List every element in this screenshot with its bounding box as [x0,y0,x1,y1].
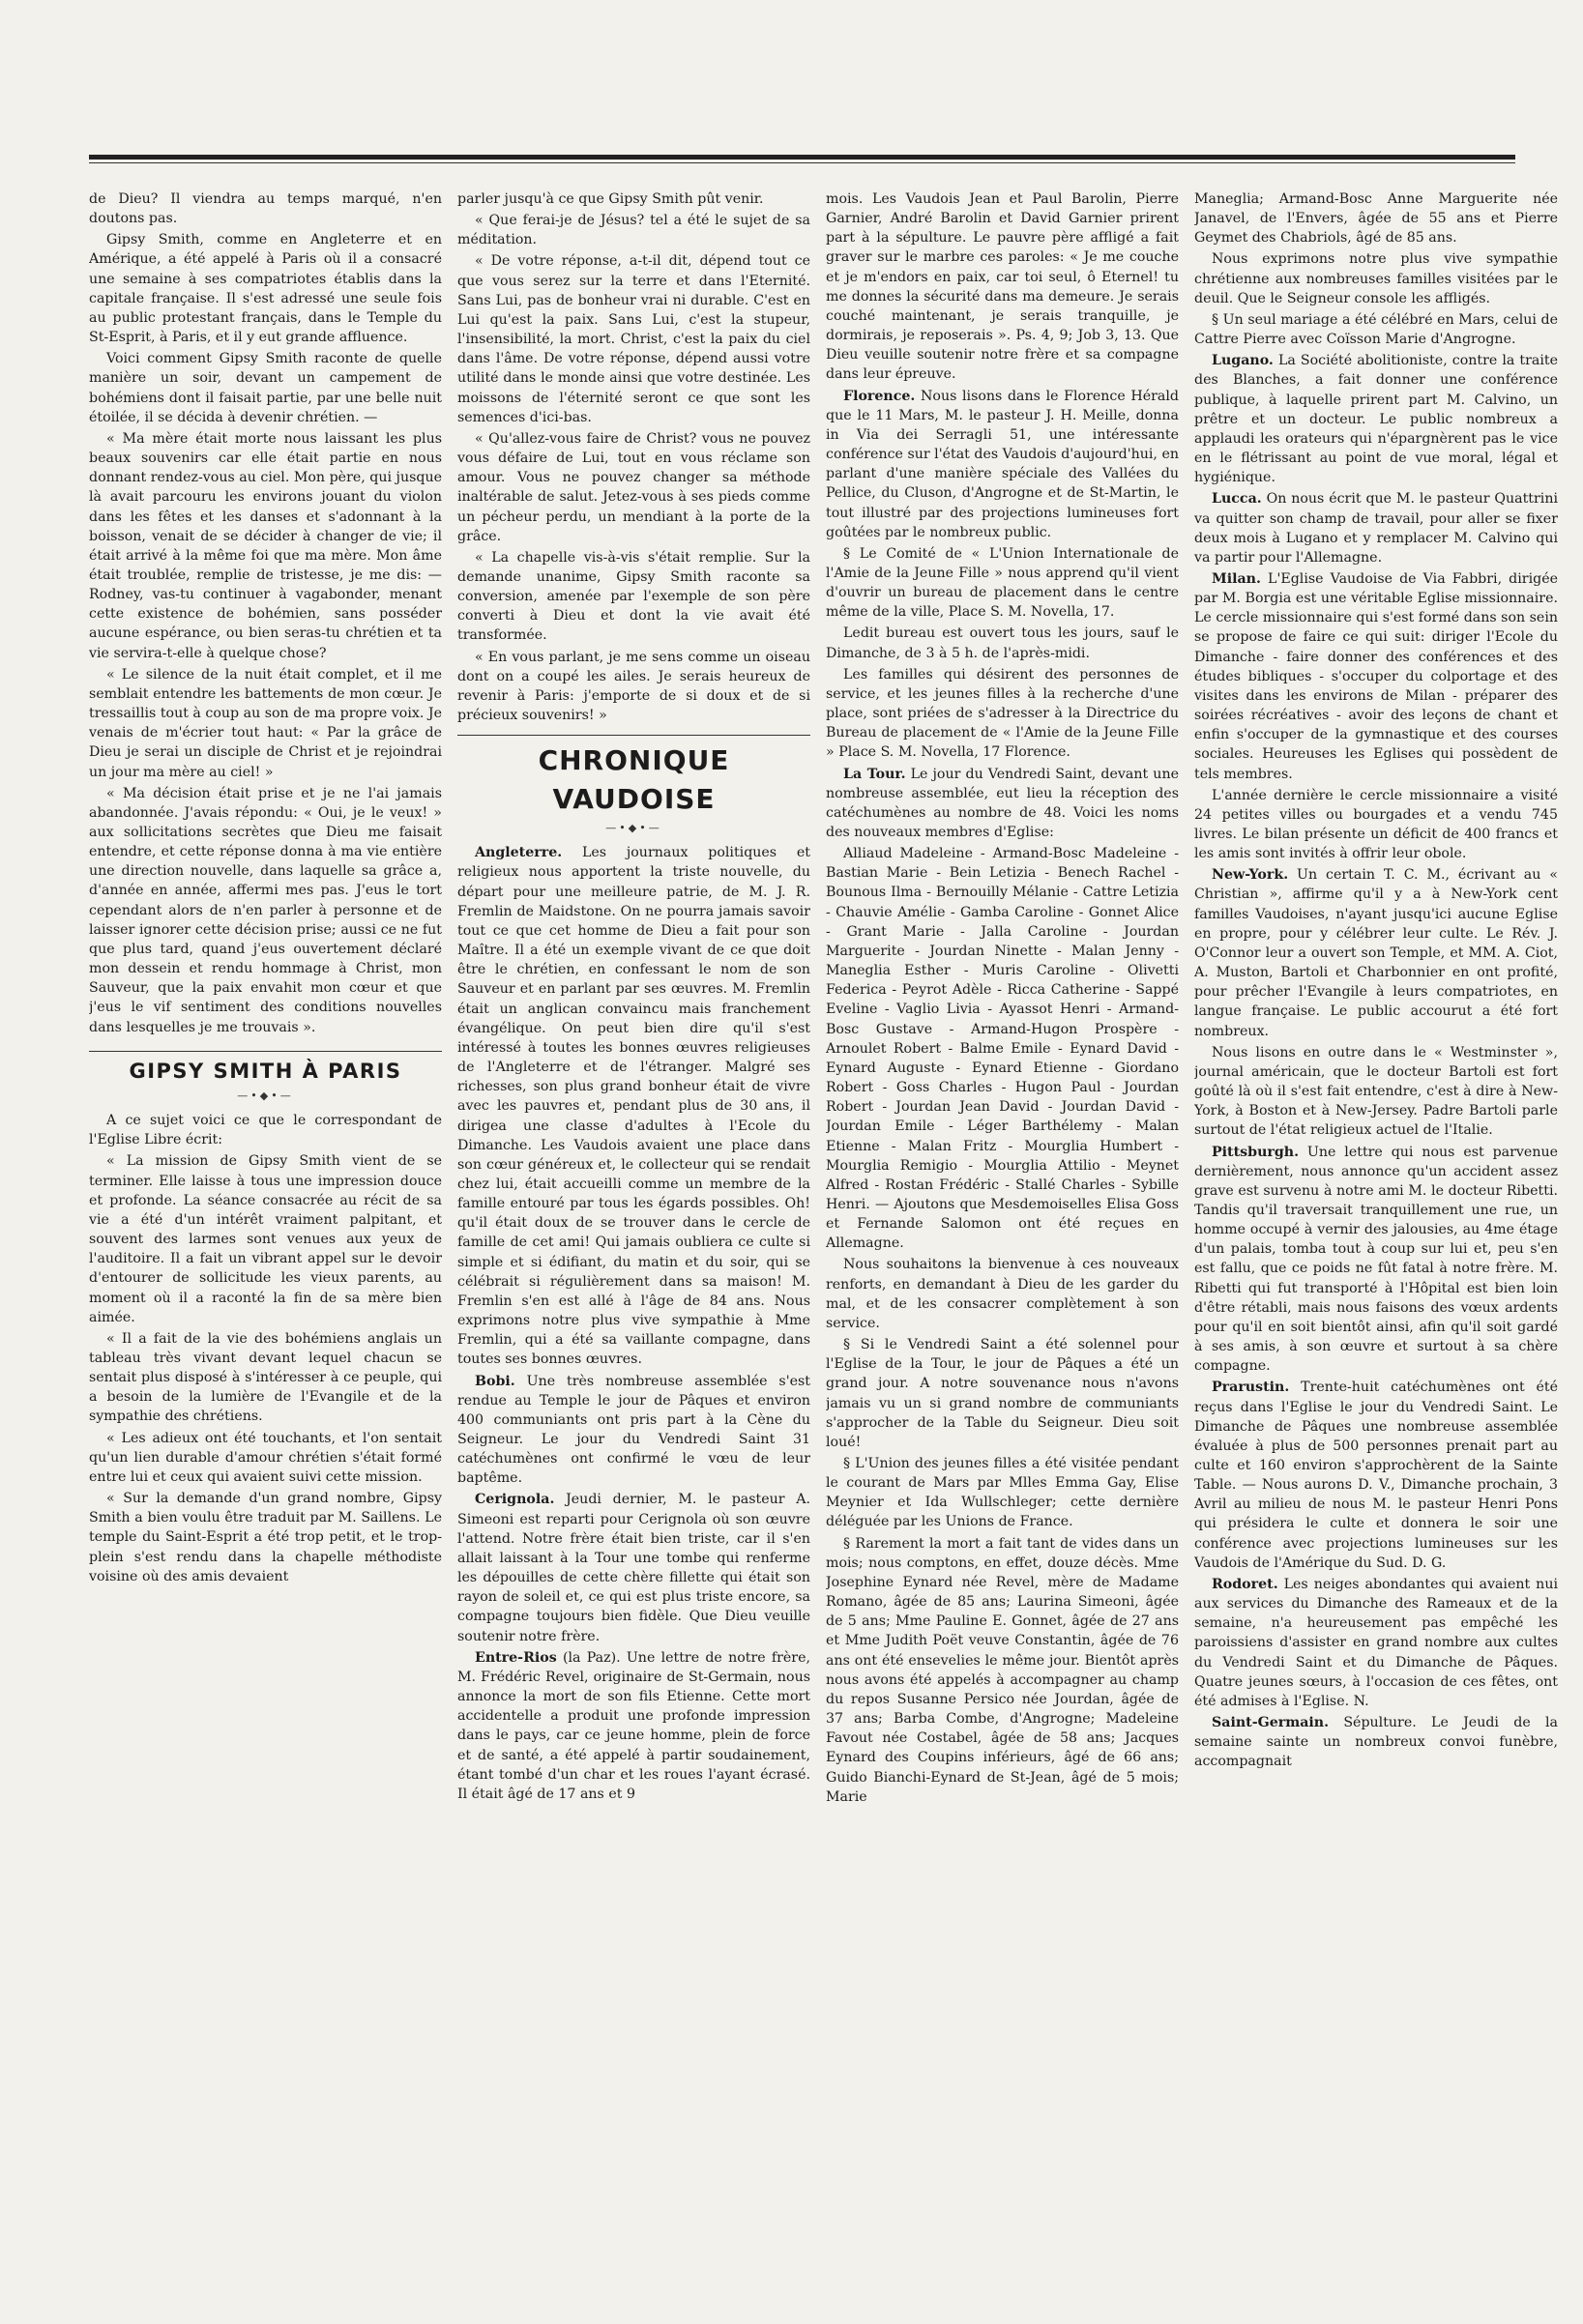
paragraph-text: A ce sujet voici ce que le correspondant de l'Eglise Libre écrit: [89,1113,442,1148]
article-paragraph [89,665,442,782]
article-paragraph [1194,865,1558,1040]
article-paragraph [457,211,810,249]
place-name: Rodoret. [1212,1576,1278,1592]
paragraph-text: Un certain T. C. M., écrivant au « Christian », affirme qu'il y a à New-York cent familles Vaudoises, n'ayant jusqu'ici aucune Eglise en propre, pour y célébrer leur culte. Le Rév. J. O'Connor leur a ouvert son Temple, et MM. A. Ciot, A. Muston, Bartoli et Charbonnier en ont profité, pour prêcher l'Evangile à leurs compatriotes, en langue française. Le public accourut a été fort nombreux. [1194,867,1558,1039]
article-paragraph [826,189,1179,385]
article-paragraph [89,1329,442,1427]
paragraph-text: Les neiges abondantes qui avaient nui aux services du Dimanche des Rameaux et de la semaine, n'a heureusement pas empêché les paroissiens d'assister en grand nombre aux cultes du Vendredi Saint et du Dimanche de Pâques. Quatre jeunes sœurs, à l'occasion de ces fêtes, ont été admises à l'Eglise. N. [1194,1576,1558,1709]
article-paragraph [1194,1143,1558,1377]
place-name: New-York. [1212,867,1289,884]
article-paragraph [457,189,810,209]
article-paragraph [89,1111,442,1149]
paragraph-text: On nous écrit que M. le pasteur Quattrini va quitter son champ de travail, pour aller se fixer deux mois à Lugano et y remplacer M. Calvino qui va partir pour l'Allemagne. [1194,491,1558,566]
paragraph-text: L'Eglise Vaudoise de Via Fabbri, dirigée par M. Borgia est une véritable Eglise missionnaire. Le cercle missionnaire qui s'est formé dans son sein se propose de faire ce qui suit: diriger l'Ecole du Dimanche - faire donner des conférences et des études bibliques - s'occuper du colportage et des visites dans les environs de Milan - préparer des soirées récréatives - avoir des leçons de chant et enfin s'occuper de la gymnastique et des courses sociales. Heureuses les Eglises qui possèdent de tels membres. [1194,570,1558,782]
article-paragraph [1194,1043,1558,1141]
place-name: Saint-Germain. [1212,1715,1330,1731]
article-paragraph [826,665,1179,763]
paragraph-text: Une très nombreuse assemblée s'est rendue au Temple le jour de Pâques et environ 400 communiants ont pris part à la Cène du Seigneur. Le jour du Vendredi Saint 31 catéchumènes ont confirmé le vœu de leur baptême. [457,1373,810,1487]
paragraph-text: Nous exprimons notre plus vive sympathie chrétienne aux nombreuses familles visitées par le deuil. Que le Seigneur console les affligés. [1194,251,1558,306]
article-paragraph [457,548,810,646]
article-paragraph [457,843,810,1369]
article-paragraph [457,429,810,546]
place-name: Prarustin. [1212,1380,1290,1396]
article-paragraph [89,784,442,1037]
paragraph-text: « Le silence de la nuit était complet, et il me semblait entendre les battements de mon cœur. Je tressaillis tout à coup au son de ma propre voix. Je venais de m'écrier tout haut: « Par la grâce de Dieu je serai un disciple de Christ et je rejoindrai un jour ma mère au ciel! » [89,666,442,780]
place-name: La Tour. [843,766,906,782]
place-name: Entre-Rios [475,1649,557,1666]
section-heading: CHRONIQUE VAUDOISE [457,735,810,819]
section-heading: GIPSY SMITH À PARIS [89,1051,442,1087]
paragraph-text: Une lettre qui nous est parvenue dernièrement, nous annonce qu'un accident assez grave est survenu à notre ami M. le docteur Ribetti. Tandis qu'il traversait tranquillement une rue, un homme occupé à vernir des jalousies, au 4me étage d'un palais, tomba tout à coup sur lui et, peu s'en est fallu, que ce poids ne fût fatal à notre frère. M. Ribetti qui fut transporté à l'Hôpital est bien loin d'être rétabli, mais nous faisons des vœux ardents pour qu'il en soit bientôt ainsi, afin qu'il soit gardé à ses amis, à son œuvre et surtout à sa chère compagne. [1194,1144,1558,1375]
article-paragraph [826,765,1179,843]
paragraph-text: « Qu'allez-vous faire de Christ? vous ne pouvez vous défaire de Lui, tout en vous réclame son amour. Vous ne pouvez changer sa méthode inaltérable de salut. Jetez-vous à ses pieds comme un pécheur perdu, un mendiant à la porte de la grâce. [457,430,810,544]
place-name: Lugano. [1212,353,1274,369]
paragraph-text: Gipsy Smith, comme en Angleterre et en Amérique, a été appelé à Paris où il a consacré une semaine à ses compatriotes établis dans la capitale française. Il s'est adressé une seule fois au public protestant français, dans le Temple du St-Esprit, à Paris, et il y eut grande affluence. [89,232,442,346]
paragraph-text: Maneglia; Armand-Bosc Anne Marguerite née Janavel, de l'Envers, âgée de 55 ans et Pierre Geymet des Chabriols, âgé de 85 ans. [1194,191,1558,247]
paragraph-text: Ledit bureau est ouvert tous les jours, sauf le Dimanche, de 3 à 5 h. de l'après-midi. [826,625,1179,661]
page-columns [89,189,1558,2307]
article-paragraph [826,544,1179,623]
heading-ornament: —•◆•— [237,1089,294,1102]
article-paragraph [1194,1575,1558,1711]
paragraph-text: § Un seul mariage a été célébré en Mars, celui de Cattre Pierre avec Coïsson Marie d'Angrogne. [1194,311,1558,348]
paragraph-text: parler jusqu'à ce que Gipsy Smith pût venir. [457,191,764,207]
article-paragraph [457,251,810,426]
paragraph-text: « Sur la demande d'un grand nombre, Gipsy Smith a bien voulu être traduit par M. Saillens. Le temple du Saint-Esprit a été trop petit, et le trop-plein s'est rendu dans la chapelle méthodiste voisine où des amis devaient [89,1491,442,1584]
article-paragraph [457,1372,810,1489]
column-3 [826,189,1179,2307]
article-paragraph [1194,786,1558,864]
paragraph-text: Les familles qui désirent des personnes de service, et les jeunes filles à la recherche d'une place, sont priées de s'adresser à la Directrice du Bureau de placement de « l'Amie de la Jeune Fille » Place S. M. Novella, 17 Florence. [826,666,1179,761]
article-paragraph [1194,249,1558,307]
article-paragraph [457,1648,810,1804]
paragraph-text: de Dieu? Il viendra au temps marqué, n'en doutons pas. [89,191,442,227]
paragraph-text: « Il a fait de la vie des bohémiens anglais un tableau très vivant devant lequel chacun se sentait plus disposé à s'intéresser à ce peuple, qui a besoin de la lumière de l'Evangile et de la sympathie des chrétiens. [89,1330,442,1425]
article-paragraph [89,1151,442,1326]
paragraph-text: Trente-huit catéchumènes ont été reçus dans l'Eglise le jour du Vendredi Saint. Le Dimanche de Pâques une nombreuse assemblée évaluée à plus de 500 personnes prenait part au culte et 160 environ s'approchèrent de la Sainte Table. — Nous aurons D. V., Dimanche prochain, 3 Avril au milieu de nous M. le pasteur Henri Pons qui présidera le culte et donnera le soir une conférence avec projections lumineuses sur les Vaudois de l'Amérique du Sud. D. G. [1194,1380,1558,1571]
article-paragraph [457,648,810,726]
heading-ornament: —•◆•— [605,821,662,834]
paragraph-text: § Rarement la mort a fait tant de vides dans un mois; nous comptons, en effet, douze décès. Mme Josephine Eynard née Revel, mère de Madame Romano, âgée de 85 ans; Laurina Simeoni, âgée de 5 ans; Mme Pauline E. Gonnet, âgée de 27 ans et Mme Judith Poët veuve Constantin, âgée de 76 ans ont été ensevelies le même jour. Bientôt après nous avons été appelés à accompagner au champ du repos Susanne Persico née Jourdan, âgée de 37 ans; Barba Combe, d'Angrogne; Madeleine Favout née Costabel, âgée de 58 ans; Jacques Eynard des Coupins inférieurs, âgé de 66 ans; Guido Bianchi-Eynard de St-Jean, âgé de 5 mois; Marie [826,1535,1179,1805]
article-paragraph [826,1534,1179,1807]
header-rule [89,155,1515,160]
article-paragraph [826,1335,1179,1452]
article-paragraph [1194,351,1558,487]
article-paragraph [89,429,442,663]
place-name: Pittsburgh. [1212,1144,1300,1160]
paragraph-text: (la Paz). Une lettre de notre frère, M. Frédéric Revel, originaire de St-Germain, nous annonce la mort de son fils Etienne. Cette mort accidentelle a produit une profonde impression dans le pays, car ce jeune homme, plein de force et de santé, a été appelé à partir soudainement, étant tombé d'un char et les roues l'ayant écrasé. Il était âgé de 17 ans et 9 [457,1649,810,1802]
article-paragraph [1194,310,1558,349]
place-name: Cerignola. [475,1492,555,1508]
paragraph-text: Alliaud Madeleine - Armand-Bosc Madeleine - Bastian Marie - Bein Letizia - Benech Rachel - Bounous Ilma - Bernouilly Mélanie - Cattre Letizia - Chauvie Amélie - Gamba Caroline - Gonnet Alice - Grant Marie - Jalla Caroline - Jourdan Marguerite - Jourdan Ninette - Malan Jenny - Maneglia Esther - Muris Caroline - Olivetti Federica - Peyrot Adèle - Ricca Catherine - Sappé Eveline - Vaglio Livia - Ayassot Henri - Armand-Bosc Gustave - Armand-Hugon Prospère - Arnoulet Robert - Balme Emile - Eynard David - Eynard Auguste - Eynard Etienne - Giordano Robert - Goss Charles - Hugon Paul - Jourdan Robert - Jourdan Jean David - Jourdan David - Jourdan Emile - Léger Barthélemy - Malan Etienne - Malan Fritz - Mourglia Humbert - Mourglia Remigio - Mourglia Attilio - Meynet Alfred - Rostan Frédéric - Stallé Charles - Sybille Henri. — Ajoutons que Mesdemoiselles Elisa Goss et Fernande Salomon ont été reçues en Allemagne. [826,846,1179,1252]
paragraph-text: Nous lisons dans le Florence Hérald que le 11 Mars, M. le pasteur J. H. Meille, donna in Via dei Serragli 51, une intéressante conférence sur l'état des Vaudois d'aujourd'hui, en parlant d'une manière spéciale des Vallées du Pellice, du Cluson, d'Angrogne et de St-Martin, le tout illustré par des projections lumineuses fort goûtées par le nombreux public. [826,388,1179,540]
paragraph-text: « Les adieux ont été touchants, et l'on sentait qu'un lien durable d'amour chrétien s'était formé entre lui et ceux qui avaient suivi cette mission. [89,1430,442,1485]
article-paragraph [89,349,442,427]
column-1 [89,189,442,2307]
article-paragraph [1194,569,1558,784]
paragraph-text: « En vous parlant, je me sens comme un oiseau dont on a coupé les ailes. Je serais heureux de revenir à Paris: j'emporte de si doux et de si précieux souvenirs! » [457,649,810,724]
article-paragraph [1194,1713,1558,1771]
paragraph-text: § L'Union des jeunes filles a été visitée pendant le courant de Mars par Mlles Emma Gay, Elise Meynier et Ida Wullschleger; cette dernière déléguée par les Unions de France. [826,1456,1179,1530]
article-paragraph [826,1255,1179,1333]
article-paragraph [826,1454,1179,1532]
article-paragraph [1194,189,1558,247]
paragraph-text: L'année dernière le cercle missionnaire a visité 24 petites villes ou bourgades et a vendu 745 livres. Le bilan présente un déficit de 400 francs et les amis sont invités à offrir leur obole. [1194,787,1558,862]
article-paragraph [89,230,442,347]
paragraph-text: Les journaux politiques et religieux nous apportent la triste nouvelle, du départ pour une meilleure patrie, de M. J. R. Fremlin de Maidstone. On ne pourra jamais savoir tout ce que cet homme de Dieu a fait pour son Maître. Il a été un exemple vivant de ce que doit être le chrétien, en confessant le nom de son Sauveur et en parlant par ses œuvres. M. Fremlin était un anglican convaincu mais franchement évangélique. On peut bien dire qu'il s'est intéressé à toutes les bonnes œuvres religieuses de l'Angleterre et de l'étranger. Malgré ses richesses, son plus grand bonheur était de vivre avec les pauvres et, pendant plus de 30 ans, il dirigea une classe d'adultes à l'Ecole du Dimanche. Les Vaudois avaient une place dans son cœur généreux et, le collecteur qui se rendait chez lui, était accueilli comme un membre de la famille entouré par tous les égards possibles. Oh! qu'il était doux de se trouver dans le cercle de famille de cet ami! Qui jamais oubliera ce culte si simple et si édifiant, du matin et du soir, qui se célébrait si régulièrement dans sa maison! M. Fremlin s'en est allé à l'âge de 84 ans. Nous exprimons notre plus vive sympathie à Mme Fremlin, qui a été sa vaillante compagne, dans toutes ses bonnes œuvres. [457,845,810,1368]
place-name: Bobi. [475,1373,515,1389]
paragraph-text: « Ma mère était morte nous laissant les plus beaux souvenirs car elle était partie en nous donnant rendez-vous au ciel. Mon père, qui jusque là avait parcouru les environs jouant du violon dans les fêtes et les danses et s'adonnant à la boisson, venait de se décider à changer de vie; il était arrivé à la même foi que ma mère. Mon âme était troublée, remplie de tristesse, je me dis: — Rodney, vas-tu continuer à vagabonder, menant cette existence de bohémien, sans posséder aucune espérance, ou bien seras-tu chrétien et ta vie servira-t-elle à quelque chose? [89,430,442,661]
paragraph-text: « Que ferai-je de Jésus? tel a été le sujet de sa méditation. [457,213,810,248]
paragraph-text: Nous lisons en outre dans le « Westminster », journal américain, que le docteur Bartoli est fort goûté là où il s'est fait entendre, c'est à dire à New-York, à Boston et à New-Jersey. Padre Bartoli parle surtout de l'état religieux actuel de l'Italie. [1194,1044,1558,1139]
article-paragraph [826,387,1179,542]
paragraph-text: § Le Comité de « L'Union Internationale de l'Amie de la Jeune Fille » nous apprend qu'il vient d'ouvrir un bureau de placement dans le centre même de la ville, Place S. M. Novella, 17. [826,545,1179,621]
paragraph-text: « Ma décision était prise et je ne l'ai jamais abandonnée. J'avais répondu: « Oui, je le veux! » aux sollicitations secrètes que Dieu me faisait entendre, et cette réponse donna à ma vie entière une direction nouvelle, dans laquelle sa grâce a, d'année en année, affermi mes pas. J'eus le tort cependant alors de n'en parler à personne et de laisser ignorer cette décision prise; aussi ce ne fut que plus tard, quand j'eus ouvertement déclaré mon dessein et rendu hommage à Christ, mon Sauveur, que la paix envahit mon cœur et que j'eus le vif sentiment des conditions nouvelles dans lesquelles je me trouvais ». [89,785,442,1035]
place-name: Milan. [1212,570,1261,587]
article-paragraph [457,1490,810,1645]
place-name: Lucca. [1212,491,1262,508]
paragraph-text: Sépulture. Le Jeudi de la semaine sainte un nombreux convoi funèbre, accompagnait [1194,1715,1558,1770]
paragraph-text: La Société abolitioniste, contre la traite des Blanches, a fait donner une conférence publique, à laquelle prirent part M. Calvino, un prêtre et un docteur. Le public nombreux a applaudi les orateurs qui n'épargnèrent pas le vice en le flétrissant au point de vue moral, légal et hygiénique. [1194,353,1558,486]
article-paragraph [1194,489,1558,567]
column-2 [457,189,810,2307]
paragraph-text: mois. Les Vaudois Jean et Paul Barolin, Pierre Garnier, André Barolin et David Garnier prirent part à la sépulture. Le pauvre père affligé a fait graver sur le marbre ces paroles: « Je me couche et je m'endors en paix, car toi seul, ô Eternel! tu me donnes la sécurité dans ma demeure. Je serais couché maintenant, je serais tranquille, je dormirais, je reposerais ». Ps. 4, 9; Job 3, 13. Que Dieu veuille soutenir notre frère et sa compagne dans leur épreuve. [826,191,1179,383]
article-paragraph [89,1429,442,1487]
paragraph-text: « La mission de Gipsy Smith vient de se terminer. Elle laisse à tous une impression douce et profonde. La séance consacrée au récit de sa vie a été d'un intérêt vraiment palpitant, et souvent des larmes sont venues aux yeux de l'auditoire. Il a fait un vibrant appel sur le devoir d'entourer de sollicitude les vieux parents, au moment où il a raconté la fin de sa mère bien aimée. [89,1153,442,1325]
article-paragraph [1194,1378,1558,1573]
article-paragraph [826,624,1179,662]
column-4 [1194,189,1558,2307]
article-paragraph [89,1489,442,1586]
article-paragraph [826,844,1179,1253]
paragraph-text: Le jour du Vendredi Saint, devant une nombreuse assemblée, eut lieu la réception des catéchumènes au nombre de 48. Voici les noms des nouveaux membres d'Eglise: [826,766,1179,840]
paragraph-text: Jeudi dernier, M. le pasteur A. Simeoni est reparti pour Cerignola où son œuvre l'attend. Notre frère était bien triste, car il s'en allait laissant à la Tour une tombe qui renferme les dépouilles de cette chère fillette qui était son rayon de soleil et, ce qui est plus triste encore, sa compagne toujours bien fidèle. Que Dieu veuille soutenir notre frère. [457,1492,810,1644]
paragraph-text: Voici comment Gipsy Smith raconte de quelle manière un soir, devant un campement de bohémiens dont il faisait partie, par une belle nuit étoilée, il se décida à devenir chrétien. — [89,351,442,425]
paragraph-text: Nous souhaitons la bienvenue à ces nouveaux renforts, en demandant à Dieu de les garder du mal, et de les consacrer complètement à son service. [826,1257,1179,1331]
place-name: Angleterre. [475,845,563,861]
paragraph-text: § Si le Vendredi Saint a été solennel pour l'Eglise de la Tour, le jour de Pâques a été un grand jour. A notre souvenance nous n'avons jamais vu un si grand nombre de communiants s'approcher de la Table du Seigneur. Dieu soit loué! [826,1337,1179,1450]
place-name: Florence. [843,388,916,404]
paragraph-text: « La chapelle vis-à-vis s'était remplie. Sur la demande unanime, Gipsy Smith raconte sa conversion, amenée par l'exemple de son père converti à Dieu et dont la vie avait été transformée. [457,549,810,644]
paragraph-text: « De votre réponse, a-t-il dit, dépend tout ce que vous serez sur la terre et dans l'Eternité. Sans Lui, pas de bonheur vrai ni durable. C'est en Lui qu'est la paix. Sans Lui, c'est la stupeur, l'insensibilité, la mort. Christ, c'est la paix du ciel dans l'âme. De votre réponse, dépend aussi votre utilité dans le monde ainsi que votre destinée. Les moissons de l'éternité seront ce que sont les semences d'ici-bas. [457,253,810,425]
article-paragraph [89,189,442,228]
